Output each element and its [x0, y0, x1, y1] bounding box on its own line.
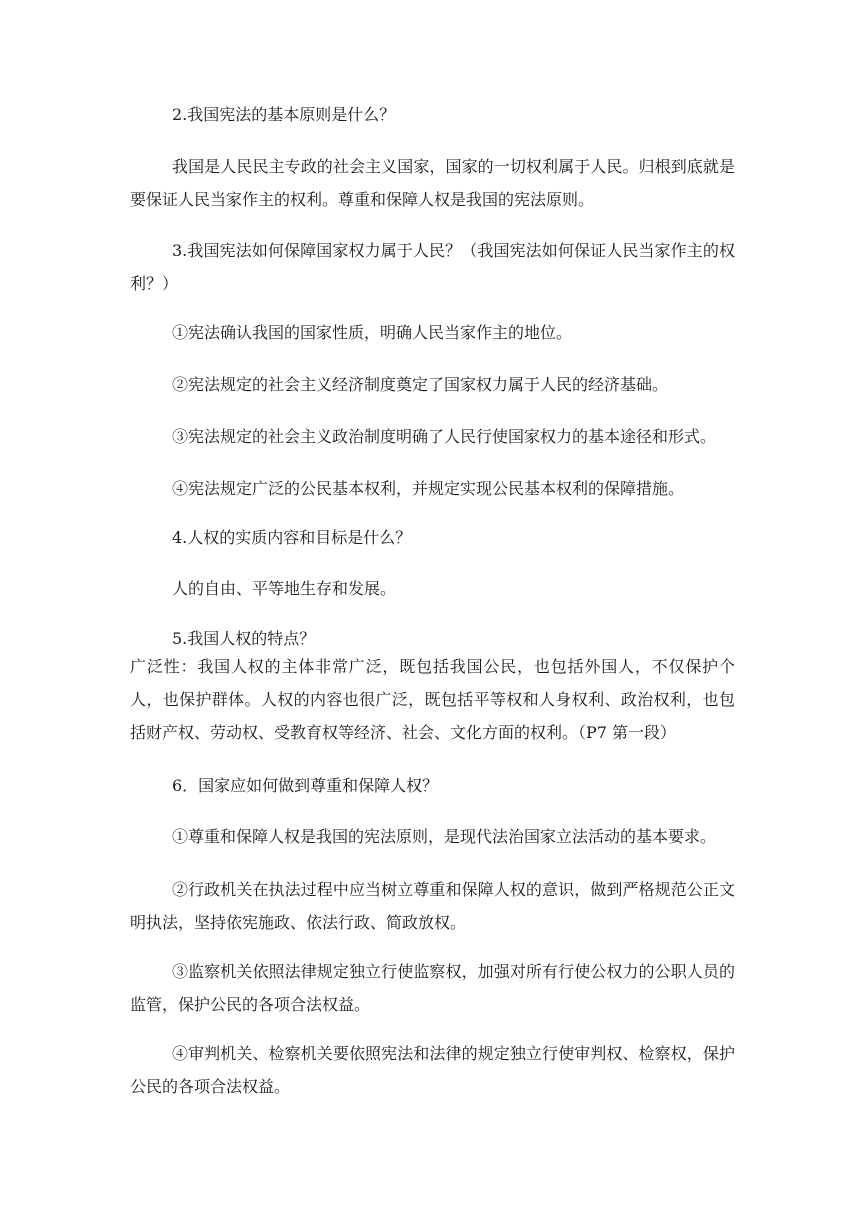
question-2-heading: 2.我国宪法的基本原则是什么？ — [172, 105, 396, 124]
answer-3-item-2: ②宪法规定的社会主义经济制度奠定了国家权力属于人民的经济基础。 — [172, 375, 669, 394]
question-5-heading: 5.我国人权的特点？ — [172, 629, 316, 648]
question-6-heading: 6．国家应如何做到尊重和保障人权？ — [172, 776, 439, 795]
answer-5-text: 广泛性：我国人权的主体非常广泛，既包括我国公民，也包括外国人，不仅保护个人，也保护群体。人权的内容也很广泛，既包括平等权和人身权利、政治权利，也包括财产权、劳动权、受教育权等经济、社会、文化方面的权利。（P7 第一段） — [130, 657, 735, 742]
answer-3-item-4: ④宪法规定广泛的公民基本权利，并规定实现公民基本权利的保障措施。 — [172, 479, 685, 498]
answer-6-item-1: ①尊重和保障人权是我国的宪法原则，是现代法治国家立法活动的基本要求。 — [172, 827, 717, 846]
question-3-heading: 3.我国宪法如何保障国家权力属于人民？（我国宪法如何保证人民当家作主的权利？） — [130, 241, 735, 293]
answer-4-text: 人的自由、平等地生存和发展。 — [172, 579, 397, 598]
answer-6-item-2: ②行政机关在执法过程中应当树立尊重和保障人权的意识，做到严格规范公正文明执法，坚持依宪施政、依法行政、简政放权。 — [130, 880, 735, 932]
answer-6-item-3: ③监察机关依照法律规定独立行使监察权，加强对所有行使公权力的公职人员的监管，保护公民的各项合法权益。 — [130, 962, 735, 1014]
answer-3-item-1: ①宪法确认我国的国家性质，明确人民当家作主的地位。 — [172, 323, 573, 342]
answer-6-item-4: ④审判机关、检察机关要依照宪法和法律的规定独立行使审判权、检察权，保护公民的各项合法权益。 — [130, 1044, 735, 1096]
answer-3-item-3: ③宪法规定的社会主义政治制度明确了人民行使国家权力的基本途径和形式。 — [172, 427, 717, 446]
answer-2-text: 我国是人民民主专政的社会主义国家，国家的一切权利属于人民。归根到底就是要保证人民当家作主的权利。尊重和保障人权是我国的宪法原则。 — [130, 157, 735, 209]
question-4-heading: 4.人权的实质内容和目标是什么？ — [172, 528, 412, 547]
